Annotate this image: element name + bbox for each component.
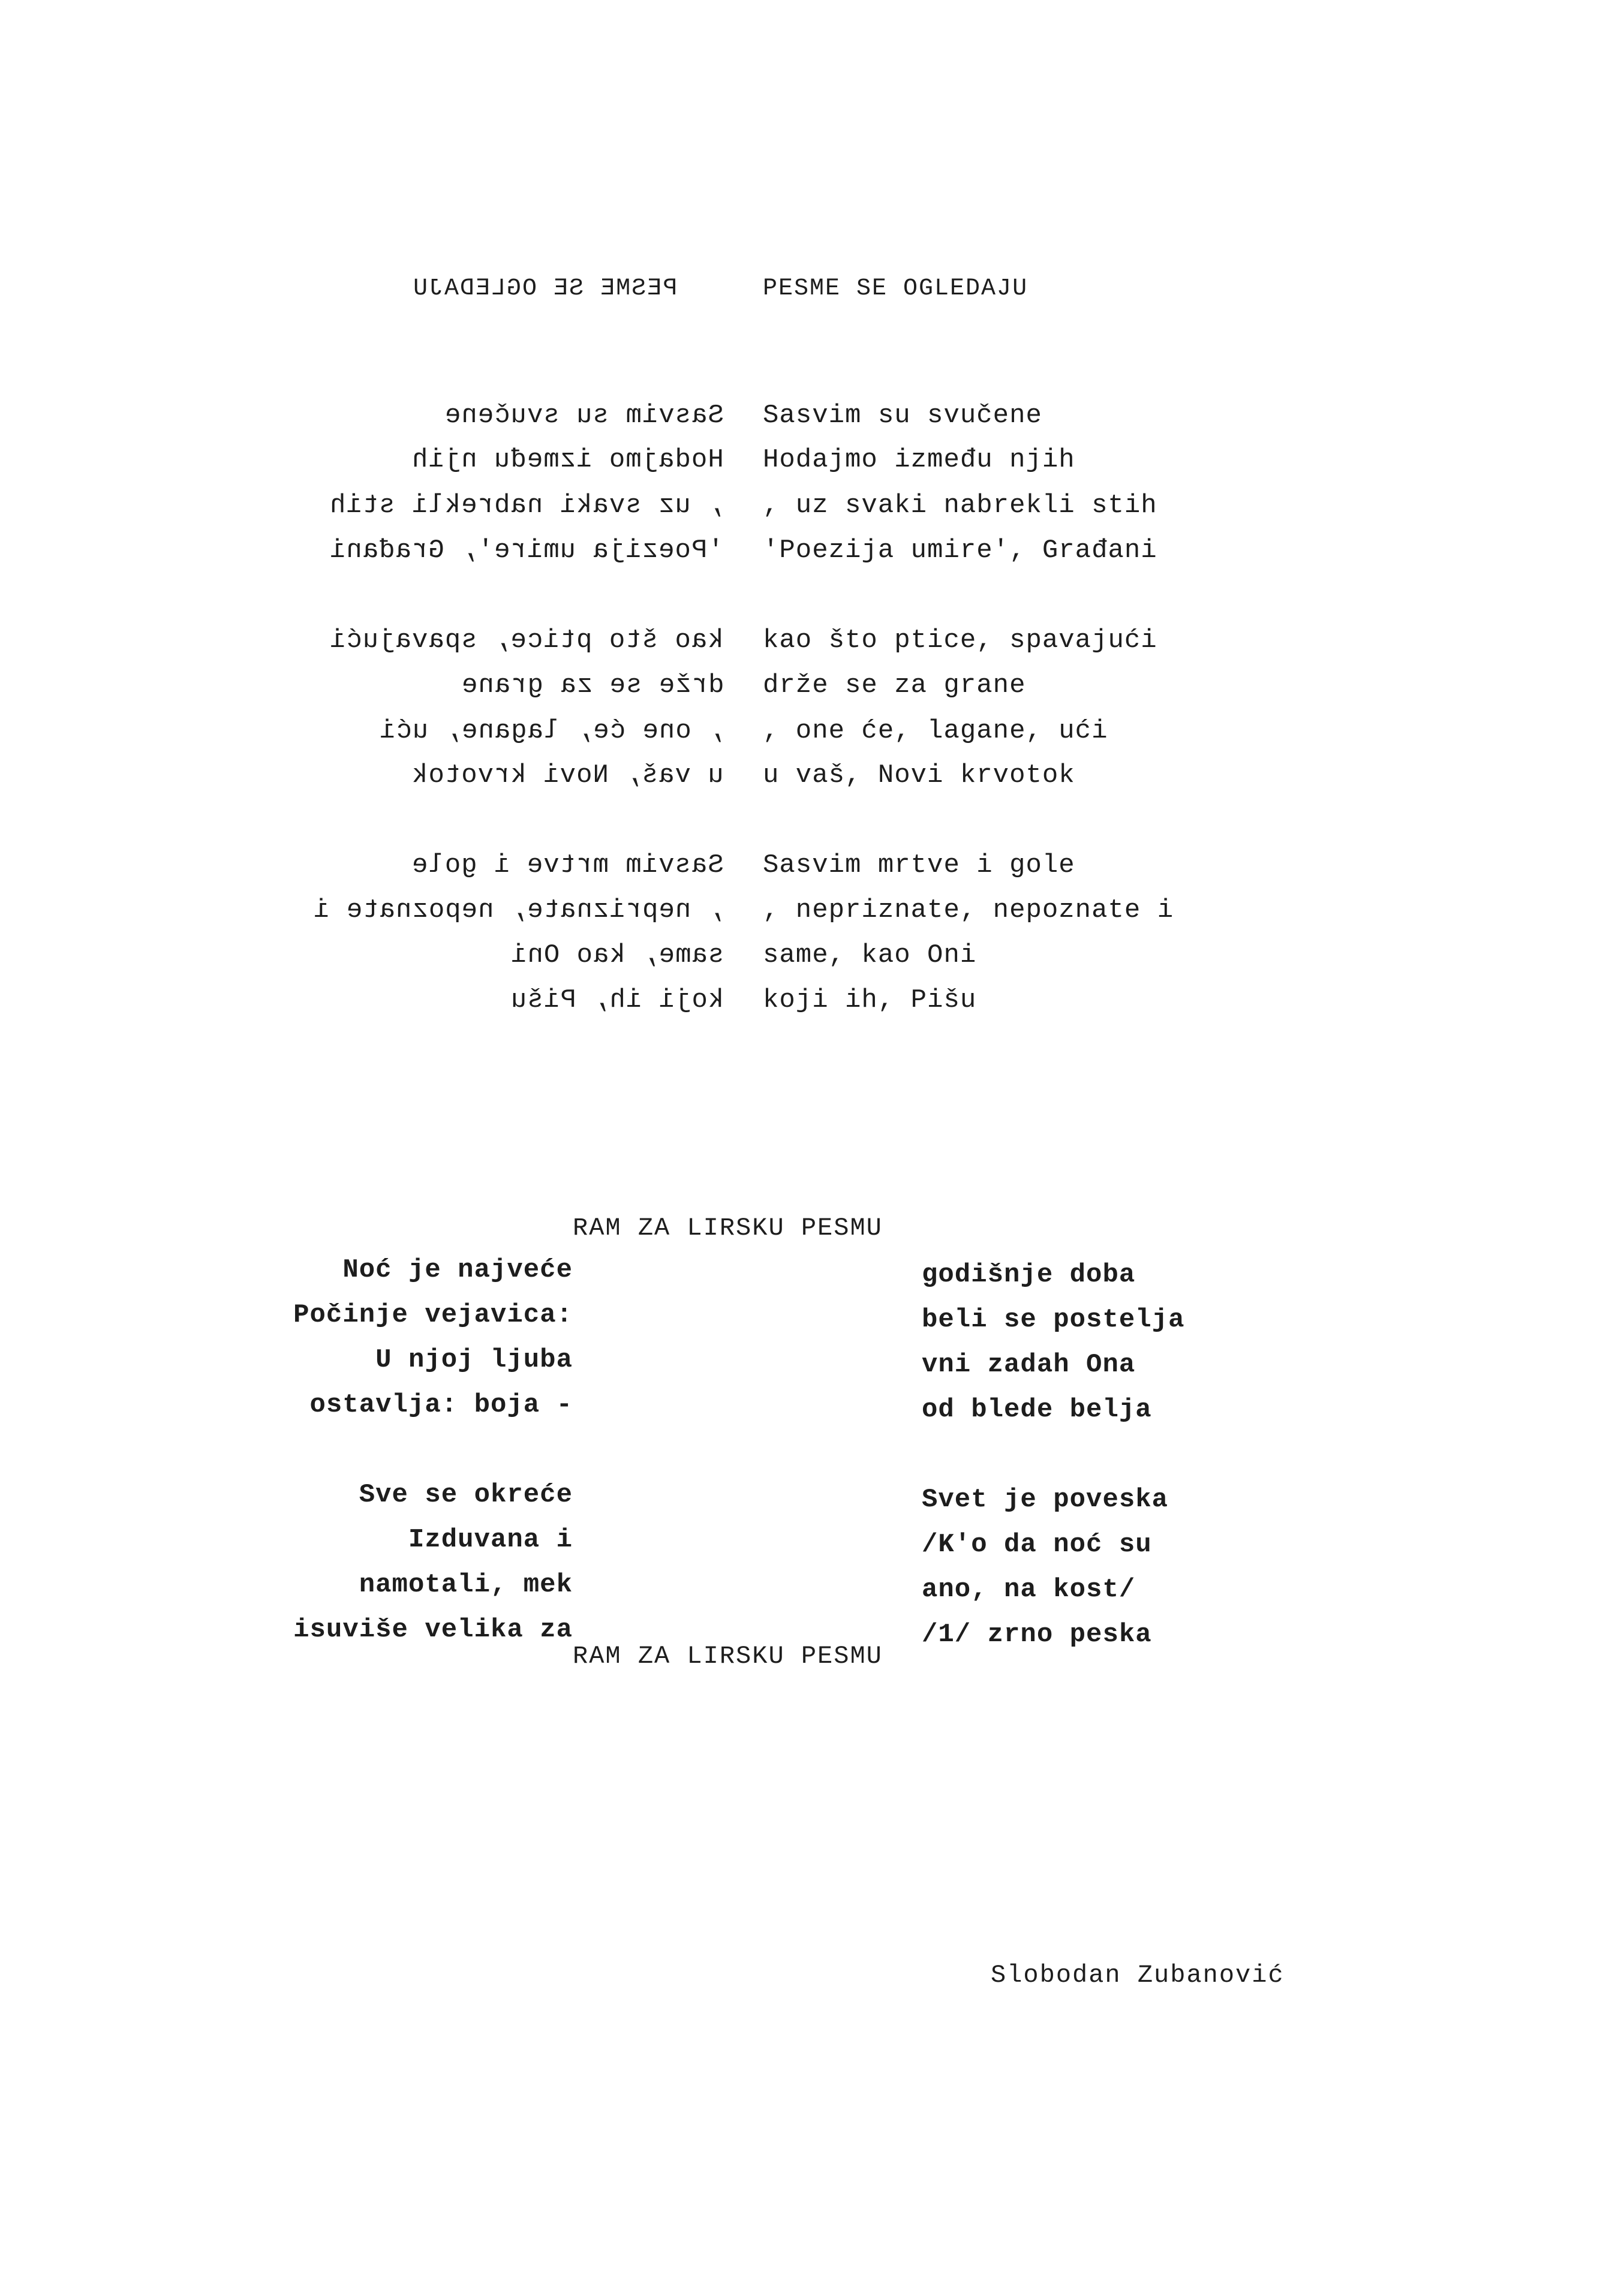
poem2-right-line: Svet je poveska — [922, 1485, 1169, 1515]
poem2-left-line: isuviše velika za — [293, 1615, 573, 1645]
poem2-left-line: Sve se okreće — [359, 1480, 573, 1510]
poem1-mirror-line: drže se za grane — [461, 670, 724, 700]
poem2-right-line: /K'o da noć su — [922, 1530, 1152, 1560]
poem2-left-line: Izduvana i — [408, 1525, 573, 1555]
poem1-line: , uz svaki nabrekli stih — [763, 491, 1157, 520]
poem2-left-line: U njoj ljuba — [375, 1345, 573, 1375]
poem1-title-mirrored: PESME SE OGLEDAJU — [412, 275, 678, 302]
poem1-mirror-line: , uz svaki nabrekli stih — [329, 491, 724, 520]
poem2-title-top: RAM ZA LIRSKU PESMU — [573, 1214, 883, 1242]
poem2-right-line: ano, na kost/ — [922, 1575, 1136, 1605]
signature: Slobodan Zubanović — [991, 1961, 1285, 1990]
poem1-mirror-line: 'Poezija umire', Građani — [329, 535, 724, 565]
poem1-line: 'Poezija umire', Građani — [763, 535, 1157, 565]
poem1-mirror-line: , nepriznate, nepoznate i — [312, 895, 724, 925]
poem2-right-line: godišnje doba — [922, 1260, 1136, 1290]
poem1-mirror-line: Sasvim su svučene — [444, 401, 724, 431]
poem1-line: , nepriznate, nepoznate i — [763, 895, 1174, 925]
poem2-right-line: beli se postelja — [922, 1305, 1185, 1335]
poem1-line: , one će, lagane, ući — [763, 716, 1108, 746]
poem1-line: Hodajmo između njih — [763, 445, 1075, 475]
poem1-mirror-line: Hodajmo između njih — [411, 445, 724, 475]
poem1-line: drže se za grane — [763, 670, 1026, 700]
poem2-left-line: Počinje vejavica: — [293, 1300, 573, 1330]
poem2-right-line: vni zadah Ona — [922, 1350, 1136, 1380]
poem1-mirror-line: kao što ptice, spavajući — [329, 625, 724, 655]
poem1-title: PESME SE OGLEDAJU — [763, 275, 1028, 302]
poem2-right-line: od blede belja — [922, 1395, 1152, 1425]
poem1-mirror-line: , one će, lagane, ući — [378, 716, 724, 746]
poem2-right-line: /1/ zrno peska — [922, 1620, 1152, 1650]
poem1-mirror-line: koji ih, Pišu — [510, 985, 724, 1015]
poem1-line: same, kao Oni — [763, 940, 977, 970]
poem2-title-bottom: RAM ZA LIRSKU PESMU — [573, 1642, 883, 1671]
poem1-line: koji ih, Pišu — [763, 985, 977, 1015]
poem1-line: u vaš, Novi krvotok — [763, 760, 1075, 790]
poem1-mirror-line: same, kao Oni — [510, 940, 724, 970]
poem2-left-line: ostavlja: boja - — [309, 1390, 573, 1420]
poem1-line: Sasvim mrtve i gole — [763, 850, 1075, 880]
poem1-mirror-line: u vaš, Novi krvotok — [411, 760, 724, 790]
poem2-left-line: namotali, mek — [359, 1570, 573, 1600]
poem1-line: kao što ptice, spavajući — [763, 625, 1157, 655]
poem1-line: Sasvim su svučene — [763, 401, 1042, 431]
poem2-left-line: Noć je najveće — [342, 1255, 573, 1285]
poem1-mirror-line: Sasvim mrtve i gole — [411, 850, 724, 880]
